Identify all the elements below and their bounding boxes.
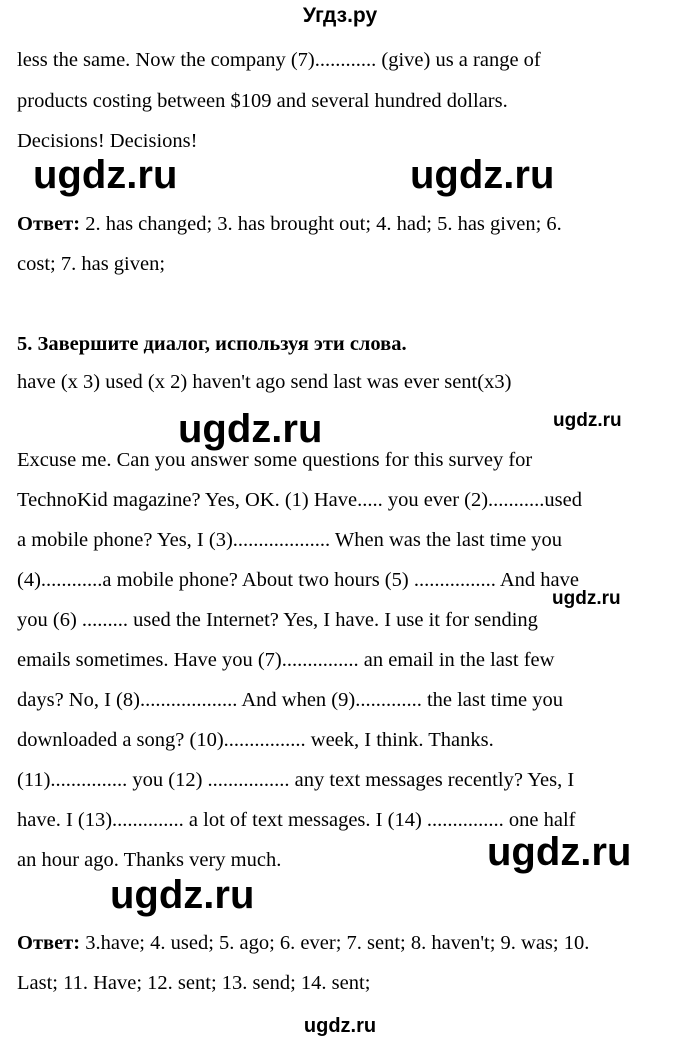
- exercise5-dialog-line: Excuse me. Can you answer some questions for this survey for: [17, 449, 533, 471]
- answer5-line: [17, 931, 589, 955]
- exercise5-dialog-line: have. I (13).............. a lot of text messages. I (14) ............... one half: [17, 809, 576, 831]
- watermark-logo: ugdz.ru: [33, 153, 178, 197]
- answer4-text: 2. has changed; 3. has brought out; 4. had; 5. has given; 6.: [80, 213, 562, 235]
- watermark-logo: ugdz.ru: [410, 153, 555, 197]
- exercise5-dialog-line: (11)............... you (12) ................ any text messages recently? Yes, I: [17, 769, 575, 791]
- exercise5-dialog-line: emails sometimes. Have you (7)............... an email in the last few: [17, 649, 555, 671]
- answer-label: Ответ:: [17, 213, 81, 235]
- answer5-text: 3.have; 4. used; 5. ago; 6. ever; 7. sent; 8. haven't; 9. was; 10.: [80, 932, 590, 954]
- watermark-logo: ugdz.ru: [178, 407, 323, 451]
- watermark-logo: ugdz.ru: [110, 873, 255, 917]
- answer4-line: [17, 212, 562, 236]
- exercise5-dialog-line: you (6) ......... used the Internet? Yes, I have. I use it for sending: [17, 609, 538, 631]
- exercise5-dialog-line: days? No, I (8)................... And when (9)............. the last time you: [17, 689, 564, 711]
- exercise5-word-bank: have (x 3) used (x 2) haven't ago send last was ever sent(x3): [17, 371, 512, 393]
- watermark-logo: ugdz.ru: [487, 830, 632, 874]
- exercise5-dialog-line: (4)............a mobile phone? About two hours (5) ................ And have: [17, 569, 579, 591]
- exercise5-dialog-line: a mobile phone? Yes, I (3)................... When was the last time you: [17, 529, 563, 551]
- answer4-line: cost; 7. has given;: [17, 253, 166, 275]
- answer5-line: Last; 11. Have; 12. sent; 13. send; 14. sent;: [17, 972, 371, 994]
- exercise5-dialog-line: downloaded a song? (10)................ week, I think. Thanks.: [17, 729, 494, 751]
- watermark-logo-small: ugdz.ru: [553, 410, 622, 431]
- exercise5-title: 5. Завершите диалог, используя эти слова.: [17, 333, 407, 355]
- answer-label: Ответ:: [17, 932, 81, 954]
- exercise4-text-line: products costing between $109 and several hundred dollars.: [17, 90, 508, 112]
- exercise4-text-line: Decisions! Decisions!: [17, 130, 198, 152]
- watermark-logo-small: ugdz.ru: [552, 588, 621, 609]
- site-header-title: Угдз.ру: [302, 4, 378, 27]
- exercise4-text-line: less the same. Now the company (7)............ (give) us a range of: [17, 49, 541, 71]
- exercise5-dialog-line: an hour ago. Thanks very much.: [17, 849, 282, 871]
- exercise5-dialog-line: TechnoKid magazine? Yes, OK. (1) Have..... you ever (2)...........used: [17, 489, 583, 511]
- site-footer-logo: ugdz.ru: [303, 1015, 377, 1037]
